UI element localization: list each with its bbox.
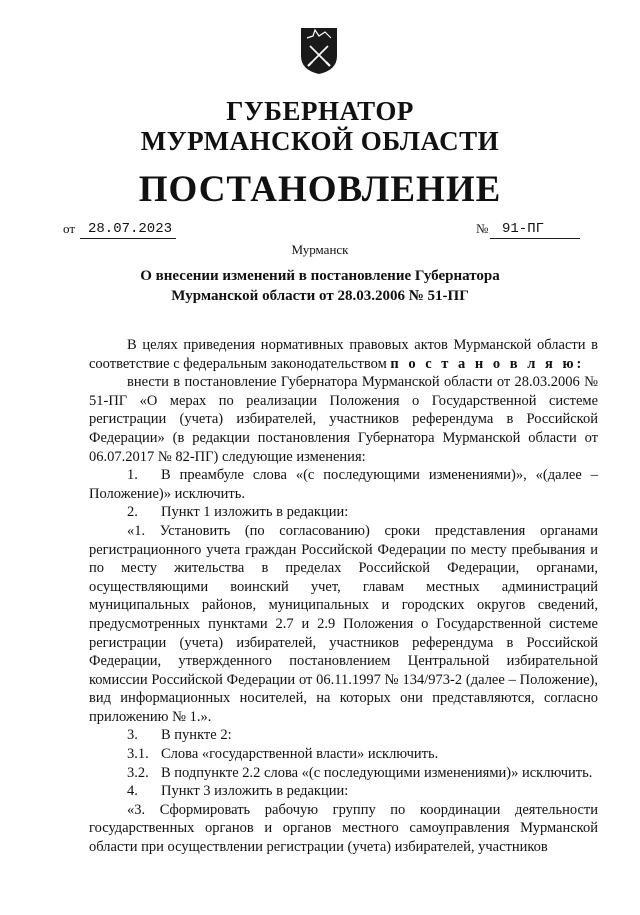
paragraph	[89, 336, 598, 373]
item-number: 3.	[127, 727, 138, 744]
document-type: ПОСТАНОВЛЕНИЕ	[138, 169, 502, 210]
authority-title: ГУБЕРНАТОР	[226, 96, 414, 126]
item-number: 3.2.	[127, 764, 149, 781]
coat-of-arms-icon	[299, 26, 339, 76]
item-text: Слова «государственной власти» исключить.	[161, 746, 439, 763]
quoted-paragraph: «3. Сформировать рабочую группу по координации деятельности государственных органов и органов местного самоуправления Мурманской области при осуществлении регистрации (учета) избирателей, участников	[89, 801, 598, 856]
item-number: 3.1.	[127, 746, 149, 763]
item-number: 1.	[127, 467, 138, 484]
paragraph: внести в постановление Губернатора Мурманской области от 28.03.2006 № 51-ПГ «О мерах по реализации Положения о Государственной системе регистрации (учета) избирателей, участников референдума в Российской Федерации» (в редакции постановления Губернатора Мурманской области от 06.07.2017 № 82-ПГ) следующие изменения:	[89, 374, 598, 465]
item-text: В пункте 2:	[161, 727, 232, 744]
intro-text: В целях приведения нормативных правовых актов Мурманской области в соответствие с федеральным законодательством	[89, 337, 598, 372]
document-body	[89, 336, 598, 857]
date-prefix: от	[63, 221, 76, 236]
item-number: 2.	[127, 504, 138, 521]
item-text: В подпункте 2.2 слова «(с последующими изменениями)» исключить.	[161, 764, 593, 781]
item-text: Пункт 3 изложить в редакции:	[161, 783, 349, 800]
document-number: 91-ПГ	[490, 220, 580, 239]
number-prefix: №	[476, 221, 489, 236]
quoted-paragraph: «1. Установить (по согласованию) сроки представления органами регистрационного учета граждан Российской Федерации по месту пребывания и по месту жительства в пределах Российской Федерации, органами, осуществляющими воинский учет, главам местных администраций муниципальных районов, муниципальных и городских округов сведений, предусмотренных пунктами 2.7 и 2.9 Положения о Государственной системе регистрации (учета) избирателей, участников референдума в Российской Федерации, утвержденного постановлением Центральной избирательной комиссии Российской Федерации от 06.11.1997 № 134/973-2 (далее – Положение), вид информационных носителей, на которых они представляются, согласно приложению № 1.».	[89, 522, 598, 725]
decree-word: п о с т а н о в л я ю:	[390, 355, 585, 372]
item-text: Пункт 1 изложить в редакции:	[161, 504, 349, 521]
list-item	[89, 466, 598, 503]
subject-line: О внесении изменений в постановление Губернатора	[140, 268, 500, 284]
list-item	[89, 745, 598, 764]
list-item	[89, 726, 598, 745]
list-item	[89, 764, 598, 783]
list-item	[89, 503, 598, 522]
city: Мурманск	[291, 242, 349, 257]
list-item	[89, 782, 598, 801]
item-text: В преамбуле слова «(с последующими изменениями)», «(далее – Положение)» исключить.	[89, 467, 598, 502]
subject-line: Мурманской области от 28.03.2006 № 51-ПГ	[171, 288, 469, 304]
document-date: 28.07.2023	[80, 220, 176, 239]
authority-region: МУРМАНСКОЙ ОБЛАСТИ	[140, 126, 500, 156]
item-number: 4.	[127, 783, 138, 800]
